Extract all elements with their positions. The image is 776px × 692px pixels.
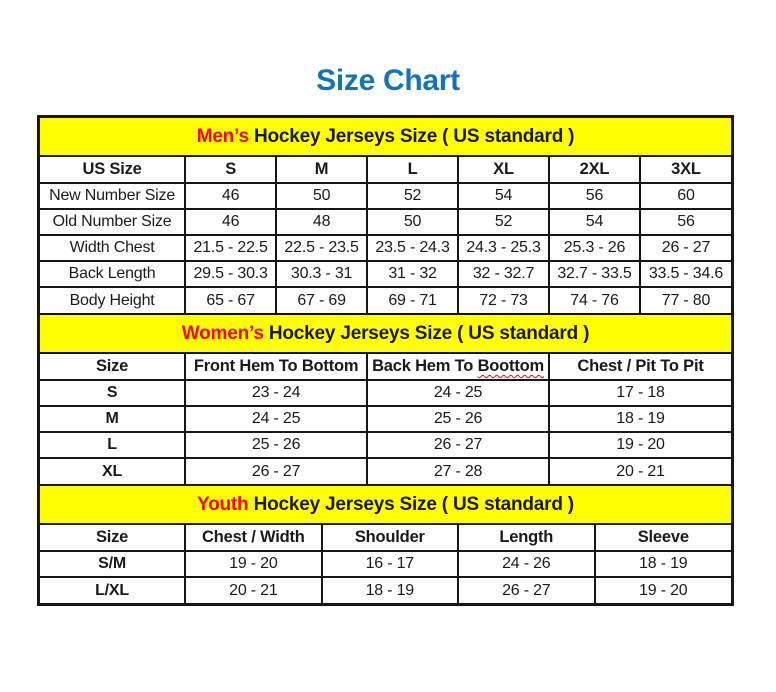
section-header-youth-rest: Hockey Jerseys Size ( US standard ) xyxy=(253,494,574,515)
column-header: Chest / Width xyxy=(185,525,321,551)
table-row xyxy=(40,380,731,406)
table-row xyxy=(40,209,731,235)
size-cell: 54 xyxy=(458,183,549,209)
size-cell: 24.3 - 25.3 xyxy=(458,235,549,261)
size-cell: 19 - 20 xyxy=(595,577,731,603)
size-cell: 69 - 71 xyxy=(367,287,458,313)
size-cell: 19 - 20 xyxy=(549,432,731,458)
column-header: Length xyxy=(458,525,594,551)
size-cell: 18 - 19 xyxy=(595,551,731,577)
misspelled-word: Boottom xyxy=(477,357,544,375)
youth-size-table xyxy=(40,525,731,603)
row-label: Back Length xyxy=(40,261,185,287)
section-header-youth-highlight: Youth xyxy=(197,494,249,515)
column-header: 2XL xyxy=(549,157,640,183)
table-row xyxy=(40,577,731,603)
row-label: Old Number Size xyxy=(40,209,185,235)
column-header: Size xyxy=(40,354,185,380)
size-cell: 17 - 18 xyxy=(549,380,731,406)
size-cell: 25 - 26 xyxy=(367,406,549,432)
section-header-women xyxy=(40,313,731,354)
row-label: Width Chest xyxy=(40,235,185,261)
page-title: Size Chart xyxy=(316,64,460,97)
column-header: L xyxy=(367,157,458,183)
row-label: New Number Size xyxy=(40,183,185,209)
size-cell: 27 - 28 xyxy=(367,458,549,484)
size-cell: 32.7 - 33.5 xyxy=(549,261,640,287)
size-cell: 30.3 - 31 xyxy=(276,261,367,287)
size-cell: 18 - 19 xyxy=(322,577,458,603)
section-header-men-rest: Hockey Jerseys Size ( US standard ) xyxy=(253,126,575,147)
table-row xyxy=(40,287,731,313)
size-cell: 65 - 67 xyxy=(185,287,276,313)
table-row xyxy=(40,261,731,287)
row-label: M xyxy=(40,406,185,432)
size-cell: 24 - 26 xyxy=(458,551,594,577)
size-cell: 24 - 25 xyxy=(185,406,367,432)
column-header: Size xyxy=(40,525,185,551)
size-cell: 23 - 24 xyxy=(185,380,367,406)
size-cell: 23.5 - 24.3 xyxy=(367,235,458,261)
section-header-women-highlight: Women’s xyxy=(181,323,264,344)
row-label: L/XL xyxy=(40,577,185,603)
row-label: S/M xyxy=(40,551,185,577)
column-header xyxy=(367,354,549,380)
table-row xyxy=(40,458,731,484)
column-header: Sleeve xyxy=(595,525,731,551)
section-header-men-highlight: Men’s xyxy=(196,126,249,147)
size-cell: 24 - 25 xyxy=(367,380,549,406)
size-cell: 72 - 73 xyxy=(458,287,549,313)
column-header: Front Hem To Bottom xyxy=(185,354,367,380)
size-cell: 25.3 - 26 xyxy=(549,235,640,261)
column-header: US Size xyxy=(40,157,185,183)
size-cell: 26 - 27 xyxy=(458,577,594,603)
size-cell: 46 xyxy=(185,183,276,209)
column-header: 3XL xyxy=(640,157,731,183)
size-cell: 31 - 32 xyxy=(367,261,458,287)
women-header-row xyxy=(40,354,731,380)
size-cell: 19 - 20 xyxy=(185,551,321,577)
size-cell: 21.5 - 22.5 xyxy=(185,235,276,261)
size-cell: 20 - 21 xyxy=(185,577,321,603)
column-header: XL xyxy=(458,157,549,183)
size-cell: 52 xyxy=(458,209,549,235)
size-cell: 26 - 27 xyxy=(640,235,731,261)
table-row xyxy=(40,551,731,577)
column-header: S xyxy=(185,157,276,183)
section-header-youth xyxy=(40,484,731,525)
women-size-table xyxy=(40,354,731,484)
column-header: Chest / Pit To Pit xyxy=(549,354,731,380)
size-cell: 18 - 19 xyxy=(549,406,731,432)
row-label: S xyxy=(40,380,185,406)
row-label: L xyxy=(40,432,185,458)
size-cell: 22.5 - 23.5 xyxy=(276,235,367,261)
table-row xyxy=(40,406,731,432)
size-cell: 20 - 21 xyxy=(549,458,731,484)
section-header-men xyxy=(40,118,731,157)
size-cell: 56 xyxy=(640,209,731,235)
row-label: Body Height xyxy=(40,287,185,313)
men-size-table xyxy=(40,157,731,313)
size-cell: 48 xyxy=(276,209,367,235)
column-header: Shoulder xyxy=(322,525,458,551)
table-row xyxy=(40,432,731,458)
table-row xyxy=(40,235,731,261)
column-header-text: Back Hem To xyxy=(372,357,474,375)
size-cell: 60 xyxy=(640,183,731,209)
size-cell: 50 xyxy=(367,209,458,235)
size-cell: 50 xyxy=(276,183,367,209)
section-header-women-rest: Hockey Jerseys Size ( US standard ) xyxy=(268,323,590,344)
size-cell: 16 - 17 xyxy=(322,551,458,577)
row-label: XL xyxy=(40,458,185,484)
column-header: M xyxy=(276,157,367,183)
size-cell: 33.5 - 34.6 xyxy=(640,261,731,287)
size-cell: 26 - 27 xyxy=(367,432,549,458)
size-cell: 32 - 32.7 xyxy=(458,261,549,287)
size-cell: 25 - 26 xyxy=(185,432,367,458)
size-cell: 26 - 27 xyxy=(185,458,367,484)
size-cell: 74 - 76 xyxy=(549,287,640,313)
youth-header-row xyxy=(40,525,731,551)
size-cell: 29.5 - 30.3 xyxy=(185,261,276,287)
size-cell: 67 - 69 xyxy=(276,287,367,313)
size-cell: 54 xyxy=(549,209,640,235)
size-cell: 77 - 80 xyxy=(640,287,731,313)
size-cell: 46 xyxy=(185,209,276,235)
men-header-row xyxy=(40,157,731,183)
table-row xyxy=(40,183,731,209)
size-chart-table xyxy=(37,115,734,606)
size-cell: 52 xyxy=(367,183,458,209)
size-cell: 56 xyxy=(549,183,640,209)
